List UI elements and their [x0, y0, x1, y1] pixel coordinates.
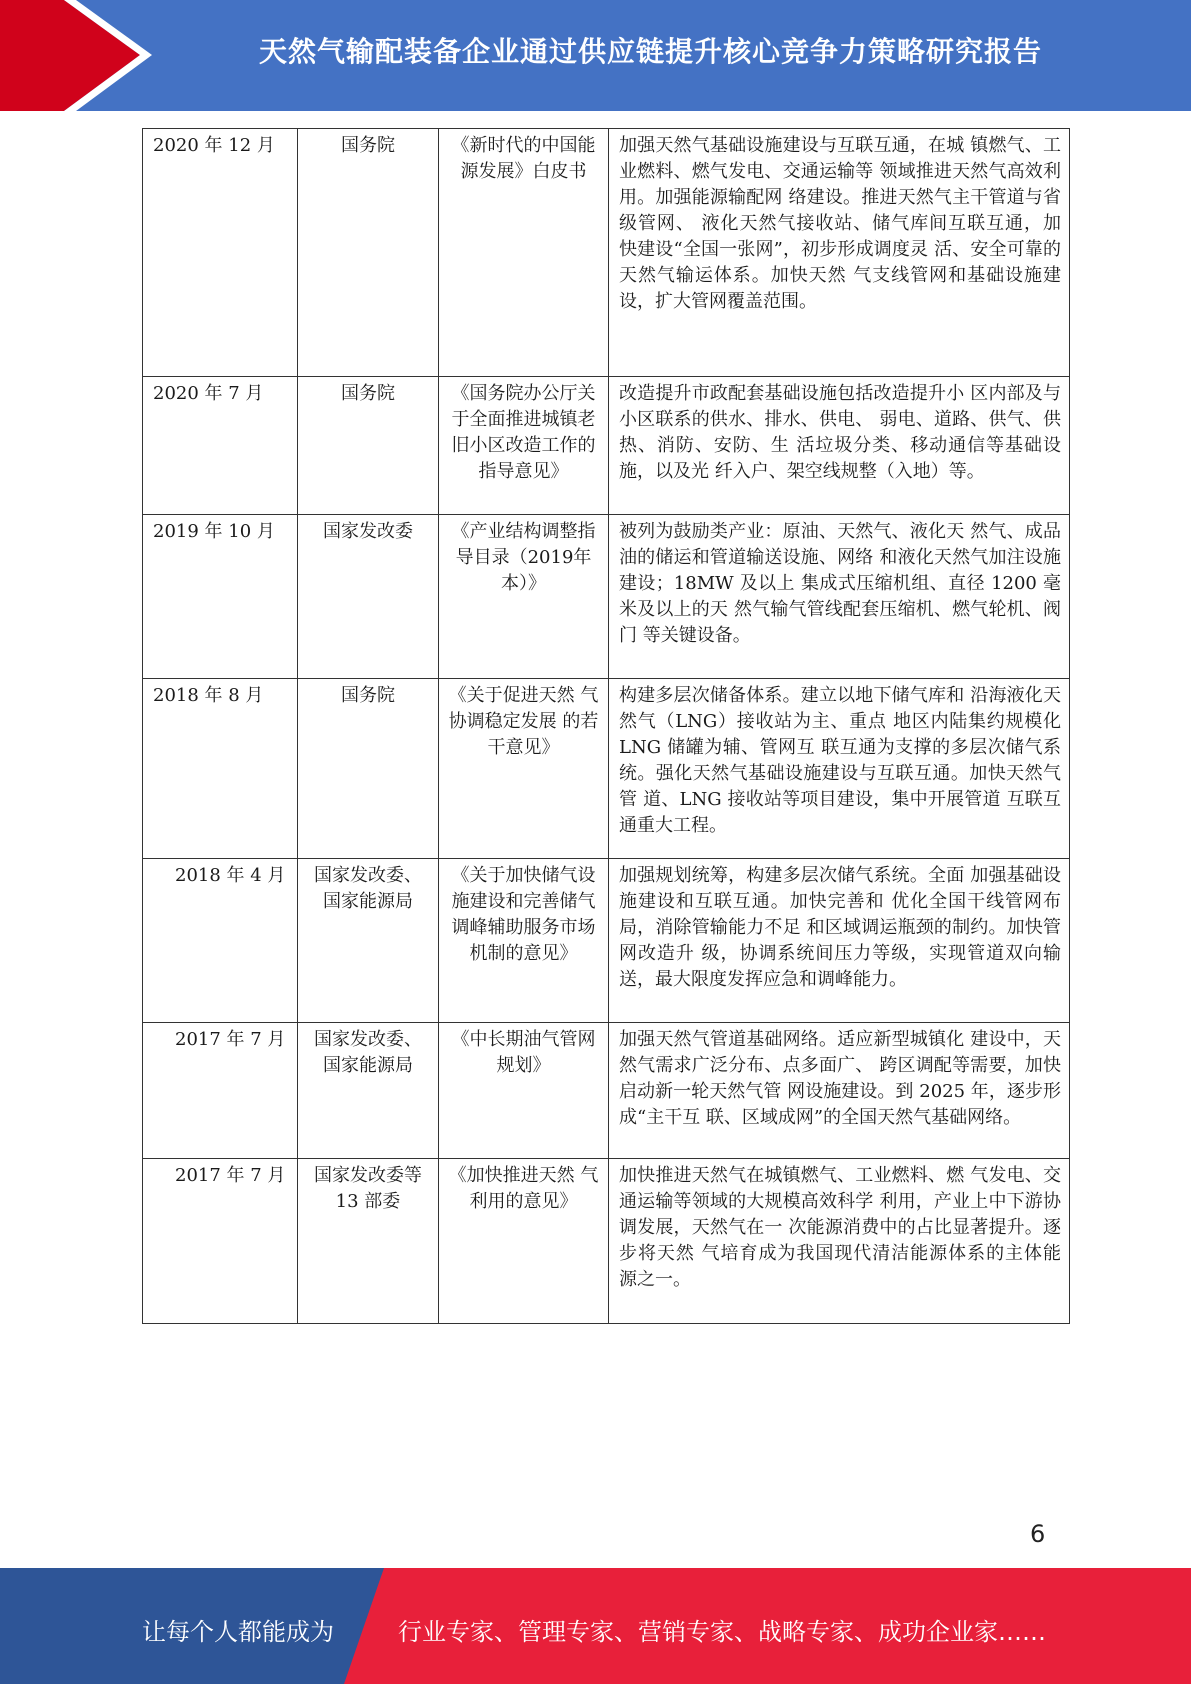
policy-content: 加强天然气管道基础网络。适应新型城镇化 建设中，天然气需求广泛分布、点多面广、 跨区调配等需要，加快启动新一轮天然气管 网设施建设。到 2025 年，逐步形成“主干互 联、区域成网”的全国天然气基础网络。: [609, 1023, 1070, 1159]
policy-date: 2019 年 10 月: [143, 515, 298, 679]
policy-content: 加快推进天然气在城镇燃气、工业燃料、燃 气发电、交通运输等领域的大规模高效科学 利用，产业上中下游协调发展，天然气在一 次能源消费中的占比显著提升。逐步将天然 气培育成为我国现代清洁能源体系的主体能 源之一。: [609, 1159, 1070, 1324]
policy-department: 国务院: [298, 129, 439, 377]
policy-date: 2017 年 7 月: [143, 1159, 298, 1324]
policy-department: 国家发改委等 13 部委: [298, 1159, 439, 1324]
policy-department: 国家发改委: [298, 515, 439, 679]
policy-document: 《加快推进天然 气利用的意见》: [439, 1159, 609, 1324]
policy-department: 国家发改委、国家能源局: [298, 859, 439, 1023]
policy-date: 2018 年 4 月: [143, 859, 298, 1023]
policy-date: 2020 年 12 月: [143, 129, 298, 377]
policy-document: 《中长期油气管网规划》: [439, 1023, 609, 1159]
table-row: [143, 1023, 1070, 1159]
page-number: 6: [1030, 1520, 1046, 1548]
table-row: [143, 1159, 1070, 1324]
policy-document: 《新时代的中国能源发展》白皮书: [439, 129, 609, 377]
policy-date: 2018 年 8 月: [143, 679, 298, 859]
policy-department: 国家发改委、国家能源局: [298, 1023, 439, 1159]
policy-date: 2020 年 7 月: [143, 377, 298, 515]
policy-content: 加强天然气基础设施建设与互联互通，在城 镇燃气、工业燃料、燃气发电、交通运输等 领域推进天然气高效利用。加强能源输配网 络建设。推进天然气主干管道与省级管网、 液化天然气接收站、储气库间互联互通，加 快建设“全国一张网”，初步形成调度灵 活、安全可靠的天然气输运体系。加快天然 气支线管网和基础设施建设，扩大管网覆盖范围。: [609, 129, 1070, 377]
policy-document: 《关于加快储气设施建设和完善储气调峰辅助服务市场机制的意见》: [439, 859, 609, 1023]
report-title: 天然气输配装备企业通过供应链提升核心竞争力策略研究报告: [258, 35, 1042, 68]
policy-document: 《国务院办公厅关于全面推进城镇老旧小区改造工作的指导意见》: [439, 377, 609, 515]
policy-document: 《产业结构调整指导目录（2019年本）》: [439, 515, 609, 679]
policy-content: 加强规划统筹，构建多层次储气系统。全面 加强基础设施建设和互联互通。加快完善和 优化全国干线管网布局，消除管输能力不足 和区域调运瓶颈的制约。加快管网改造升 级，协调系统间压力等级，实现管道双向输 送，最大限度发挥应急和调峰能力。: [609, 859, 1070, 1023]
policy-date: 2017 年 7 月: [143, 1023, 298, 1159]
table-row: [143, 515, 1070, 679]
table-row: [143, 129, 1070, 377]
policy-content: 改造提升市政配套基础设施包括改造提升小 区内部及与小区联系的供水、排水、供电、 弱电、道路、供气、供热、消防、安防、生 活垃圾分类、移动通信等基础设施，以及光 纤入户、架空线规整（入地）等。: [609, 377, 1070, 515]
table-row: [143, 377, 1070, 515]
policy-content: 被列为鼓励类产业：原油、天然气、液化天 然气、成品油的储运和管道输送设施、网络 和液化天然气加注设施建设；18MW 及以上 集成式压缩机组、直径 1200 毫米及以上的天 然气输气管线配套压缩机、燃气轮机、阀门 等关键设备。: [609, 515, 1070, 679]
footer-slogan-left: 让每个人都能成为: [142, 1618, 334, 1646]
footer-slogan-right: 行业专家、管理专家、营销专家、战略专家、成功企业家……: [398, 1618, 1046, 1646]
policy-document: 《关于促进天然 气协调稳定发展 的若干意见》: [439, 679, 609, 859]
table-row: [143, 679, 1070, 859]
policy-department: 国务院: [298, 679, 439, 859]
policy-table: [142, 128, 1070, 1324]
policy-content: 构建多层次储备体系。建立以地下储气库和 沿海液化天然气（LNG）接收站为主、重点 地区内陆集约规模化 LNG 储罐为辅、管网互 联互通为支撑的多层次储气系统。强化天然气基础设施建设与互联互通。加快天然气管 道、LNG 接收站等项目建设，集中开展管道 互联互通重大工程。: [609, 679, 1070, 859]
policy-department: 国务院: [298, 377, 439, 515]
table-row: [143, 859, 1070, 1023]
